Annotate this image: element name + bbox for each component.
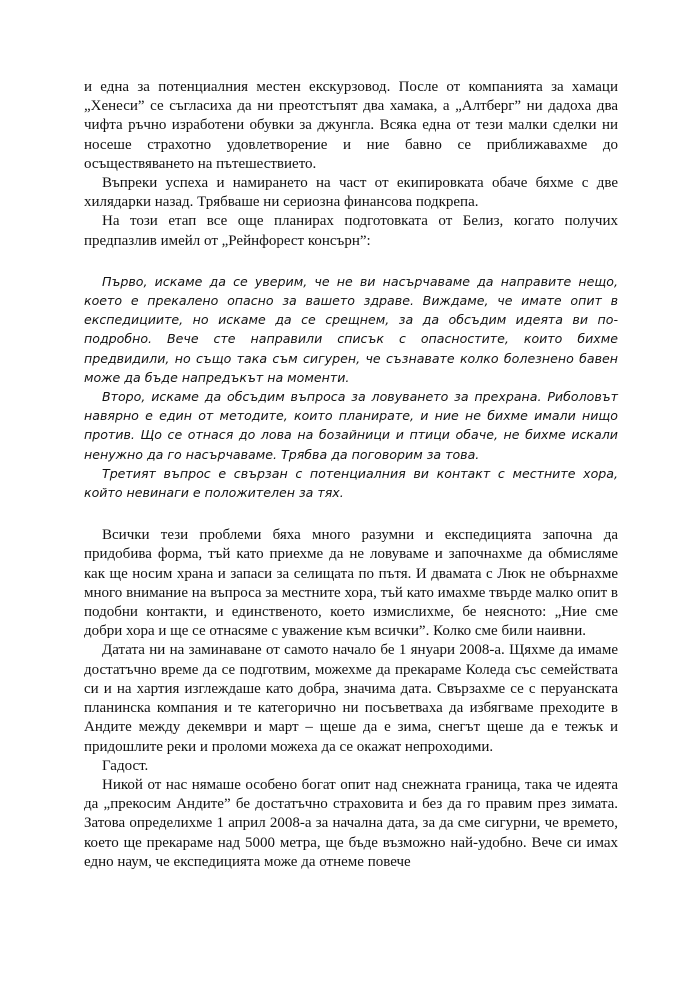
quote-paragraph-third: Третият въпрос е свързан с потенциалния ви контакт с местните хора, който невинаги е положителен за тях. (84, 465, 618, 501)
paragraph-snowline: Никой от нас нямаше особено богат опит над снежната граница, така че идеята да „прекосим Андите” бе достатъчно страховита и без да го правим през зимата. Затова определихме 1 април 2008-а за начална дата, за да сме сигурни, че времето, което ще прекараме над 5000 метра, ще бъде възможно най-удобно. Вече си имах едно наум, че експедицията може да отнеме повече (84, 776, 618, 870)
email-quote (84, 272, 618, 502)
paragraph-funding: Въпреки успеха и намирането на част от екипировката обаче бяхме с две хилядарки назад. Трябваше ни сериозна финансова подкрепа. (84, 175, 618, 211)
paragraph-gadost: Гадост. (102, 757, 149, 774)
quote-paragraph-first: Първо, искаме да се уверим, че не ви насърчаваме да направите нещо, което е прекалено опасно за вашето здраве. Виждаме, че имате опит в експедициите, но искаме да се срещнем, за да обсъдим идеята ви по-подробно. Вече сте направили списък с опасностите, които бихме предвидили, но също така съм сигурен, че съзнавате колко болезнено бавен може да бъде напредъкът на моменти. (84, 273, 618, 385)
quote-paragraph-second: Второ, искаме да обсъдим въпроса за ловуването за прехрана. Риболовът навярно е един от методите, които планирате, и ние не бихме имали нищо против. Що се отнася до лова на бозайници и птици обаче, не бихме искали ненужно да го насърчаваме. Трябва да поговорим за това. (84, 389, 618, 462)
paragraph-email-intro: На този етап все още планирах подготовката от Белиз, когато получих предпазлив имейл от „Рейнфорест консърн”: (84, 213, 618, 249)
paragraph-hammocks: и една за потенциалния местен екскурзовод. После от компанията за хамаци „Хенеси” се съгласиха да ни преотстъпят два хамака, а „Алтберг” ни дадоха два чифта ръчно изработени обувки за джунгла. Всяка една от тези малки сделки ни носеше страхотно удовлетворение и ние бавно се приближавахме до осъществяването на пътешествието. (84, 79, 618, 172)
book-page (84, 78, 618, 872)
body-continuation (84, 526, 618, 872)
paragraph-problems: Всички тези проблеми бяха много разумни и експедицията започна да придобива форма, тъй като приехме да не ловуваме и започнахме да обмисляме как ще носим храна и запаси за селищата по пътя. И двамата с Люк не обърнахме много внимание на въпроса за местните хора, тъй като имахме твърде малко опит в подобни контакти, и единственото, което измислихме, бе неясното: „Ние сме добри хора и ще се отнасяме с уважение към всички”. Колко сме били наивни. (84, 527, 618, 640)
paragraph-departure-date: Датата ни на заминаване от самото начало бе 1 януари 2008-а. Щяхме да имаме достатъчно време да се подготвим, можехме да прекараме Коледа със семействата си и на хартия изглеждаше като добра, значима дата. Свързахме се с перуанската планинска компания и те категорично ни посъветваха да избягваме преходите в Андите между декември и март – щеше да е зима, снегът щеше да е тежък и придошлите реки и проломи можеха да се окажат непроходими. (84, 642, 618, 755)
